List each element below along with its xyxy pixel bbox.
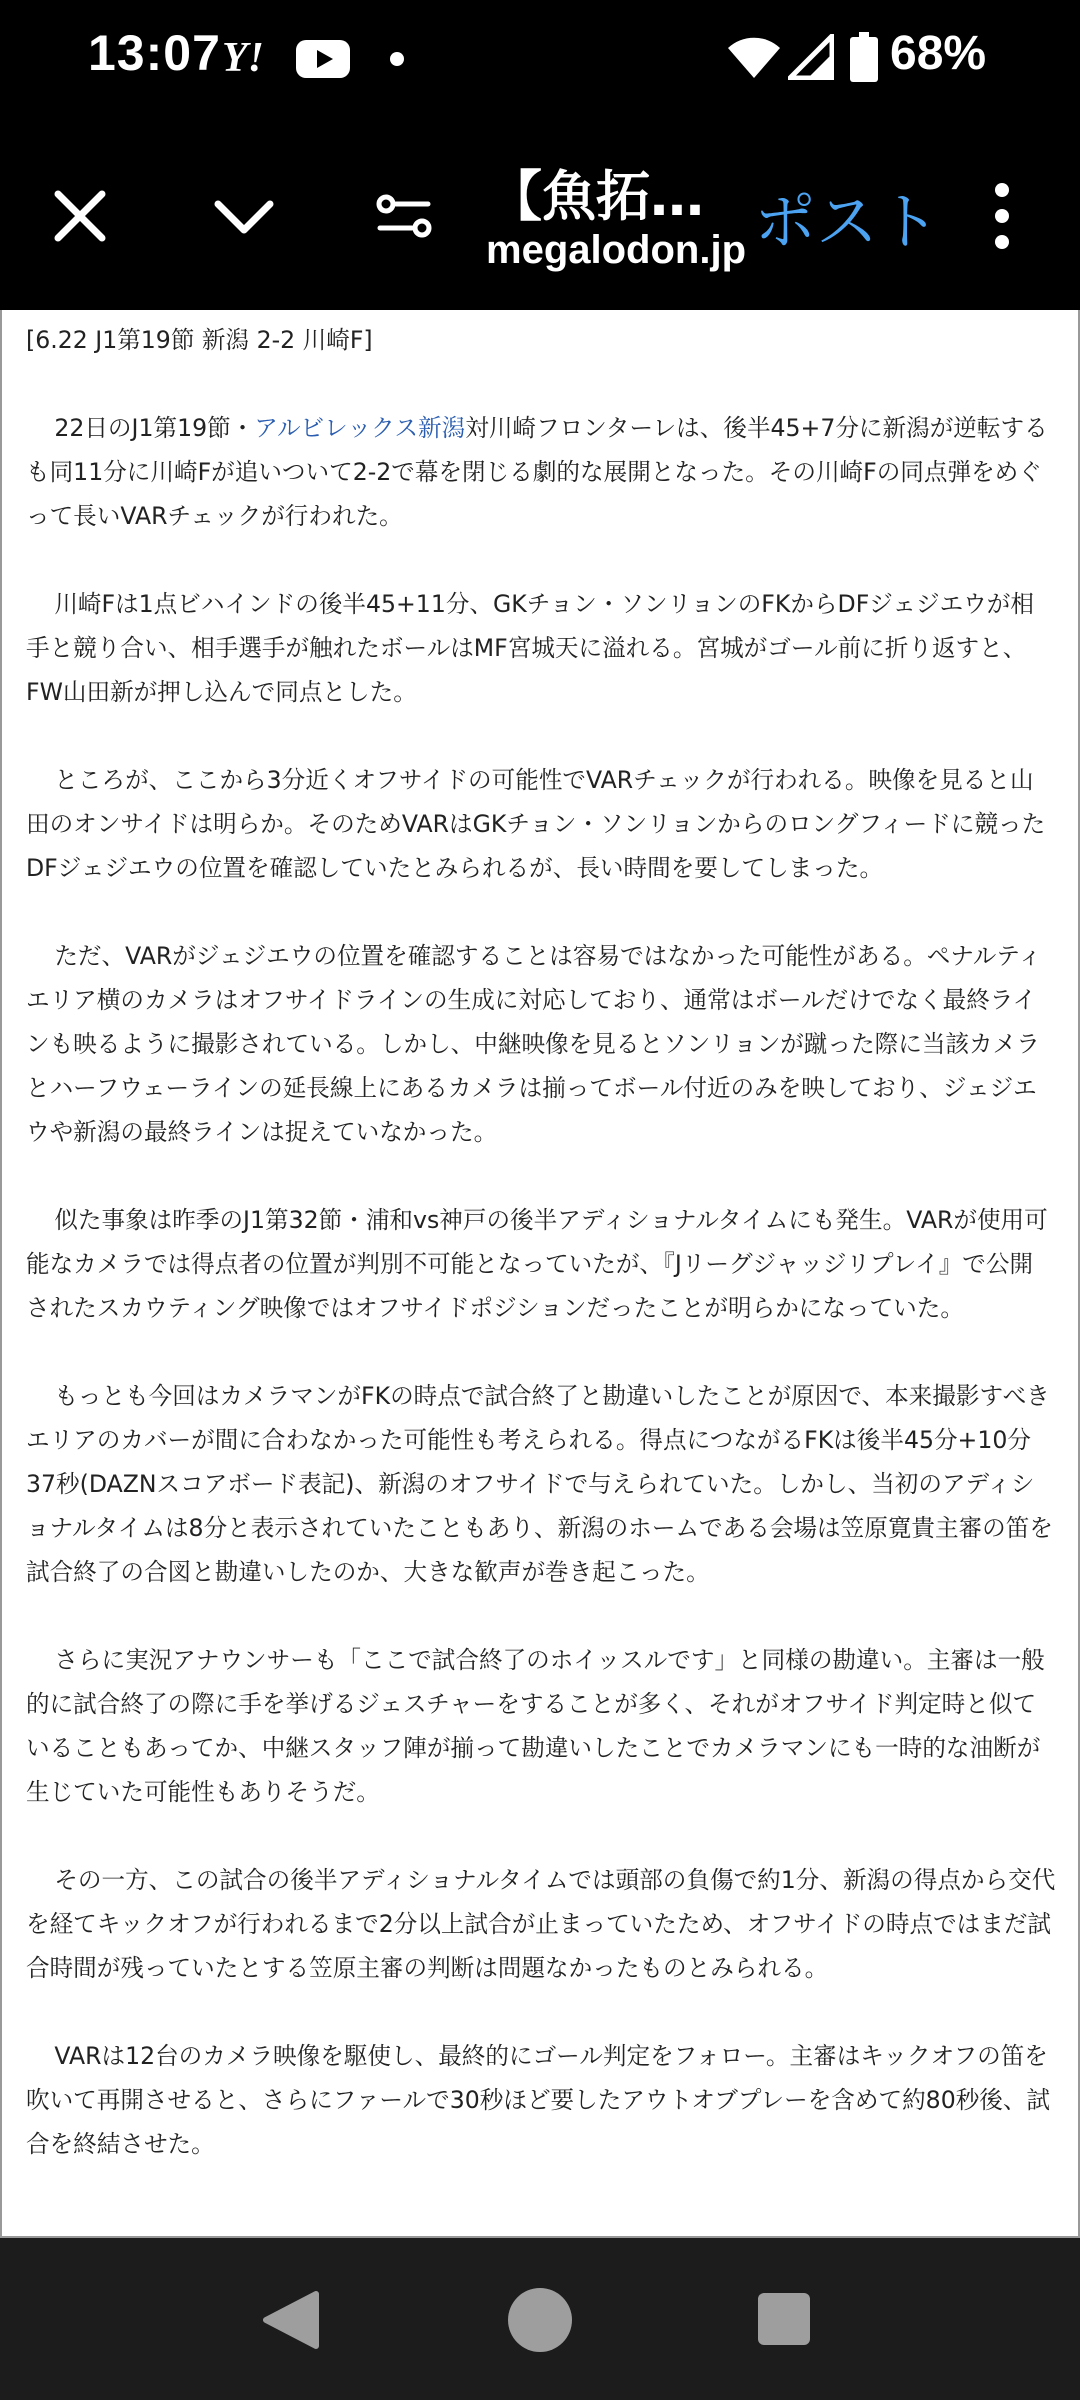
article-paragraph [26, 1858, 1056, 1990]
paragraph-text: VARは12台のカメラ映像を駆使し、最終的にゴール判定をフォロー。主審はキックオフの笛を吹いて再開させると、さらにファールで30秒ほど要したアウトオブプレーを含めて約80秒後、試合を終結させた。 [26, 2042, 1051, 2158]
close-icon[interactable] [48, 184, 112, 248]
article-paragraph [26, 406, 1056, 538]
article-paragraph [26, 2034, 1056, 2166]
browser-toolbar [0, 118, 1080, 310]
article-paragraph [26, 582, 1056, 714]
recent-apps-icon[interactable] [758, 2293, 810, 2345]
paragraph-text: 22日のJ1第19節・ [54, 414, 255, 442]
article-paragraph [26, 1198, 1056, 1330]
page-title: 【魚拓… [488, 165, 704, 228]
paragraph-text: その一方、この試合の後半アディショナルタイムでは頭部の負傷で約1分、新潟の得点から交代を経てキックオフが行われるまで2分以上試合が止まっていたため、オフサイドの時点ではまだ試合時間が残っていたとする笠原主審の判断は問題なかったものとみられる。 [26, 1866, 1056, 1982]
signal-icon [788, 34, 834, 80]
team-link-albirex[interactable]: アルビレックス新潟 [254, 414, 466, 442]
chevron-down-icon[interactable] [212, 184, 276, 248]
post-button[interactable]: ポスト [754, 188, 941, 257]
paragraph-text: 対川崎フロンターレは、後半45+7分に新潟が逆転するも同11分に川崎Fが追いついて2-2で幕を閉じる劇的な展開となった。その川崎Fの同点弾をめぐって長いVARチェックが行われた。 [26, 414, 1048, 530]
paragraph-text: もっとも今回はカメラマンがFKの時点で試合終了と勘違いしたことが原因で、本来撮影すべきエリアのカバーが間に合わなかった可能性も考えられる。得点につながるFKは後半45分+10分37秒(DAZNスコアボード表記)、新潟のオフサイドで与えられていた。しかし、当初のアディショナルタイムは8分と表示されていたこともあり、新潟のホームである会場は笠原寛貴主審の笛を試合終了の合図と勘違いしたのか、大きな歓声が巻き起こった。 [26, 1382, 1053, 1586]
paragraph-text: さらに実況アナウンサーも「ここで試合終了のホイッスルです」と同様の勘違い。主審は一般的に試合終了の際に手を挙げるジェスチャーをすることが多く、それがオフサイド判定時と似ていることもあってか、中継スタッフ陣が揃って勘違いしたことでカメラマンにも一時的な油断が生じていた可能性もありそうだ。 [26, 1646, 1045, 1806]
article-paragraph [26, 758, 1056, 890]
article-paragraph [26, 1374, 1056, 1594]
home-icon[interactable] [508, 2288, 572, 2352]
battery-percentage: 68% [890, 27, 987, 80]
paragraph-text: ただ、VARがジェジエウの位置を確認することは容易ではなかった可能性がある。ペナルティエリア横のカメラはオフサイドラインの生成に対応しており、通常はボールだけでなく最終ラインも映るように撮影されている。しかし、中継映像を見るとソンリョンが蹴った際に当該カメラとハーフウェーラインの延長線上にあるカメラは揃ってボール付近のみを映しており、ジェジエウや新潟の最終ラインは捉えていなかった。 [26, 942, 1042, 1146]
status-time: 13:07 [88, 25, 221, 81]
more-options-icon[interactable] [990, 180, 1014, 252]
notification-dot-icon [390, 52, 404, 66]
back-icon[interactable] [262, 2290, 320, 2350]
article-content [0, 310, 1080, 2238]
article-lead: [6.22 J1第19節 新潟 2-2 川崎F] [26, 326, 373, 354]
article-body [26, 310, 1056, 2166]
paragraph-text: 川崎Fは1点ビハインドの後半45+11分、GKチョン・ソンリョンのFKからDFジェジエウが相手と競り合い、相手選手が触れたボールはMF宮城天に溢れる。宮城がゴール前に折り返すと、FW山田新が押し込んで同点とした。 [26, 590, 1034, 706]
battery-icon [850, 32, 878, 82]
wifi-icon [726, 34, 782, 80]
youtube-icon [296, 40, 350, 78]
article-paragraph [26, 934, 1056, 1154]
page-domain: megalodon.jp [486, 228, 746, 272]
status-bar [0, 0, 1080, 118]
article-paragraph [26, 1638, 1056, 1814]
settings-sliders-icon[interactable] [372, 184, 436, 248]
paragraph-text: ところが、ここから3分近くオフサイドの可能性でVARチェックが行われる。映像を見ると山田のオンサイドは明らか。そのためVARはGKチョン・ソンリョンからのロングフィードに競ったDFジェジエウの位置を確認していたとみられるが、長い時間を要してしまった。 [26, 766, 1046, 882]
paragraph-text: 似た事象は昨季のJ1第32節・浦和vs神戸の後半アディショナルタイムにも発生。VARが使用可能なカメラでは得点者の位置が判別不可能となっていたが、『Jリーグジャッジリプレイ』で公開されたスカウティング映像ではオフサイドポジションだったことが明らかになっていた。 [26, 1206, 1048, 1322]
yahoo-icon: Y! [222, 35, 264, 81]
